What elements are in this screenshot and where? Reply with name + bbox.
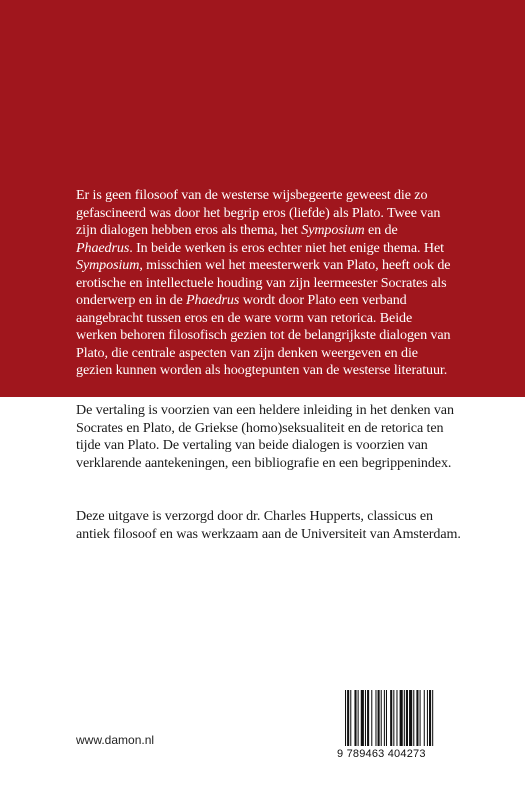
blurb-paragraph: Er is geen filosoof van de westerse wijsbegeerte geweest die zo gefascineerd was door het begrip eros (liefde) als Plato. Twee van zijn dialogen hebben eros als thema, het Symposium en de Phaedrus. In beide werken is eros echter niet het enige thema. Het Symposium, misschien wel het meesterwerk van Plato, heeft ook de erotische en intellectuele houding van zijn leermeester Socrates als onderwerp en in de Phaedrus wordt door Plato een verband aangebracht tussen eros en de ware vorm van retorica. Beide werken behoren filosofisch gezien tot de belangrijkste dialogen van Plato, die centrale aspecten van zijn denken weergeven en die gezien kunnen worden als hoogtepunten van de westerse literatuur. (76, 187, 451, 378)
barcode-bar (354, 690, 356, 746)
barcode-bar (345, 690, 346, 746)
barcode-bar (381, 690, 382, 746)
barcode-bar (386, 690, 387, 746)
barcode-bar (416, 690, 418, 746)
barcode-bar (404, 690, 405, 746)
barcode-bar (371, 690, 372, 746)
barcode-bar (367, 690, 369, 746)
barcode-bar (396, 690, 397, 746)
barcode-bar (406, 690, 408, 746)
barcode-bar (375, 690, 376, 746)
translation-paragraph: De vertaling is voorzien van een heldere inleiding in het denken van Socrates en Plato, de Griekse (homo)seksualiteit en de retorica ten tijde van Plato. De vertaling van beide dialogen is voorzien van verklarende aantekeningen, een bibliografie en een begrippenindex. (76, 402, 454, 472)
barcode-bar (365, 690, 366, 746)
barcode-bar (432, 690, 433, 746)
barcode-bar (358, 690, 359, 746)
isbn-number: 9 789463 404273 (337, 748, 426, 760)
barcode-bar (424, 690, 425, 746)
barcode-bar (350, 690, 351, 746)
barcode-bar (409, 690, 412, 746)
editor-paragraph: Deze uitgave is verzorgd door dr. Charles Hupperts, classicus en antiek filosoof en was werkzaam aan de Universiteit van Amsterdam. (76, 508, 461, 542)
barcode-bar (400, 690, 403, 746)
barcode-bar (390, 690, 392, 746)
barcode-bar (384, 690, 385, 746)
isbn-barcode (337, 688, 451, 763)
barcode-bar (427, 690, 428, 746)
barcode-bar (420, 690, 421, 746)
barcode-bar (413, 690, 414, 746)
barcode-bars (339, 688, 449, 748)
barcode-bar (378, 690, 380, 746)
barcode-bar (347, 690, 349, 746)
barcode-bar (429, 690, 431, 746)
barcode-bar (361, 690, 364, 746)
barcode-bar (393, 690, 394, 746)
publisher-website[interactable]: www.damon.nl (76, 733, 155, 747)
